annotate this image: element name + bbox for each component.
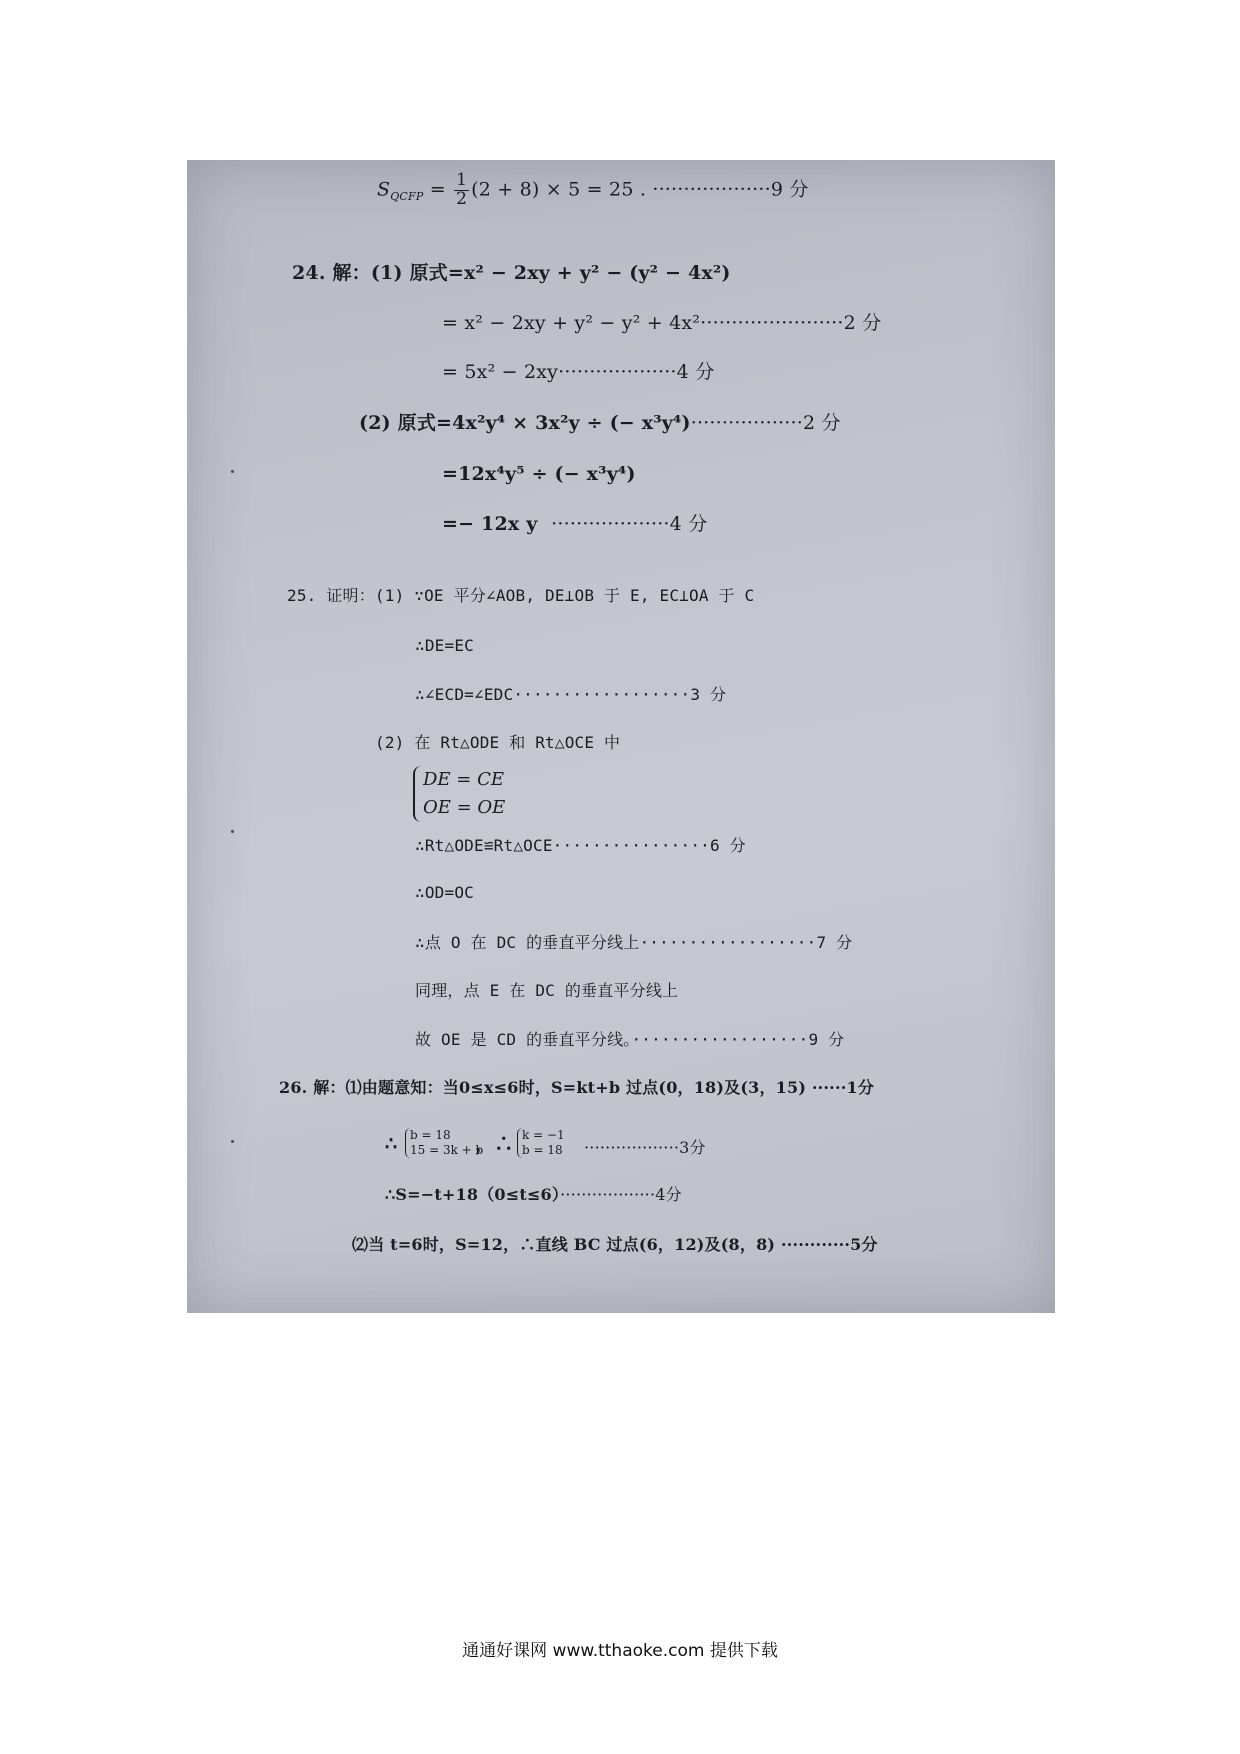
fraction-half [454,172,469,209]
q25-line-3 [415,687,726,703]
q25-part-2: (2) 在 Rt△ODE 和 Rt△OCE 中 [375,733,621,752]
scan-speck [231,1140,234,1143]
q23-area-line [377,172,809,209]
q24-p2-l3-score: ···················4 分 [551,513,708,535]
q26-line-3 [385,1187,682,1203]
q24-line-2 [442,314,881,333]
q26-system-b [517,1128,565,1158]
q25-l3-score: ··················3 分 [513,685,727,704]
q26-part-2: ⑵当 t=6时，S=12，∴直线 BC 过点(6，12)及(8，8) ············5分 [352,1235,878,1254]
scan-speck [231,470,234,473]
q23-score: ···················9 分 [646,178,809,201]
frac-num: 1 [456,170,468,190]
q26-l3-text: ∴S=−t+18（0≤t≤6） [385,1185,561,1204]
q26-sys-a-row-2: 15 = 3k + b [410,1143,484,1157]
q25-l9-score: ··················9 分 [631,1030,845,1049]
q24-p2-l3-expr: =− 12x y [442,513,538,535]
q26-sys-a-row-1: b = 18 [410,1128,451,1142]
scanned-answer-sheet [187,160,1055,1313]
q24-heading: 24. 解：(1) 原式=x² − 2xy + y² − (y² − 4x²) [292,262,731,284]
area-symbol: S [377,178,391,201]
q26-sys-b-row-2: b = 18 [522,1143,563,1157]
q24-l2-score: ·······················2 分 [700,312,882,334]
q25-line-5 [415,838,746,854]
q24-part-2 [359,414,841,433]
q25-heading: 25. 证明：(1) ∵OE 平分∠AOB, DE⊥OB 于 E, EC⊥OA 于 C [287,586,755,605]
q26-therefore: ∴ [385,1133,398,1155]
q25-line-6: ∴OD=OC [415,883,474,902]
q26-l3-score: ··················4分 [560,1185,682,1204]
q26-sys-b-row-1: k = −1 [522,1128,565,1142]
q24-l3-expr: = 5x² − 2xy [442,361,559,383]
q25-line-9 [415,1032,844,1048]
q25-line-7 [415,935,852,951]
q25-sys-row-2: OE = OE [423,797,506,818]
equals: = [423,178,453,201]
q25-l9-text: 故 OE 是 CD 的垂直平分线。 [415,1030,632,1049]
area-subscript: QCFP [390,190,424,204]
q25-l7-score: ··················7 分 [639,933,853,952]
q25-equation-system [413,766,505,822]
q25-l3-text: ∴∠ECD=∠EDC [415,685,514,704]
q24-p2-expr: (2) 原式=4x²y⁴ × 3x²y ÷ (− x³y⁴) [359,412,691,434]
q25-sys-row-1: DE = CE [423,769,505,790]
scan-speck [231,830,234,833]
q25-line-2: ∴DE=EC [415,636,474,655]
q24-line-3 [442,363,714,382]
q25-line-8: 同理，点 E 在 DC 的垂直平分线上 [415,981,679,1000]
q24-p2-score: ··················2 分 [690,412,841,434]
q24-l3-score: ···················4 分 [558,361,715,383]
page-footer: 通通好课网 www.tthaoke.com 提供下载 [462,1641,778,1661]
q25-l5-text: ∴Rt△ODE≌Rt△OCE [415,836,553,855]
q26-system-a [405,1128,483,1158]
q25-l5-score: ················6 分 [552,836,746,855]
q26-heading: 26. 解：⑴由题意知：当0≤x≤6时，S=kt+b 过点(0，18)及(3，15) ······1分 [279,1078,875,1097]
q26-comma-therefore: ，∴ [475,1133,514,1155]
q25-l7-text: ∴点 O 在 DC 的垂直平分线上 [415,933,640,952]
q24-l2-expr: = x² − 2xy + y² − y² + 4x² [442,312,701,334]
q26-line-2-score: ··················3分 [584,1138,706,1157]
q24-part-2-line-2: =12x⁴y⁵ ÷ (− x³y⁴) [442,463,636,485]
frac-den: 2 [456,188,468,209]
q23-rhs: (2 + 8) × 5 = 25 . [471,178,647,201]
q24-part-2-line-3 [442,515,707,534]
